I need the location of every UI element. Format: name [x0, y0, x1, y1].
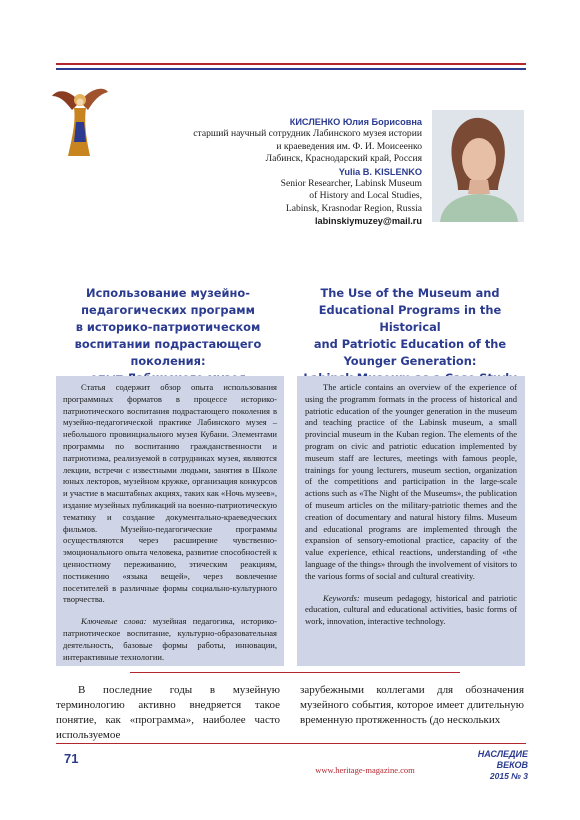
title-en-line: The Use of the Museum and [320, 286, 500, 300]
title-ru-line: поколения: [130, 354, 206, 368]
angel-emblem-icon [50, 82, 110, 162]
title-ru-line: в историко-патриотическом [75, 320, 261, 334]
keywords-ru-text: музейная педагогика, историко-патриотическое воспитание, культурно-образовательная деятельность, базовые формы работы, инновации, интерактивные технологии. [63, 616, 277, 662]
header-rule-red [56, 63, 526, 65]
title-en-line: and Patriotic Education of the [313, 337, 507, 351]
title-ru-line: Использование музейно- [86, 286, 250, 300]
author-position-en-2: of History and Local Studies, [309, 190, 422, 202]
magazine-name: НАСЛЕДИЕ ВЕКОВ [477, 749, 528, 770]
keywords-en [305, 593, 517, 628]
header-rule-blue [56, 68, 526, 70]
title-ru-line: педагогических программ [81, 303, 255, 317]
keywords-ru [63, 616, 277, 663]
author-location-en: Labinsk, Krasnodar Region, Russia [285, 202, 422, 214]
abstract-ru-text: Статья содержит обзор опыта использования программных форматов в процессе историко-патриотического воспитания подрастающего поколения в музейно-педагогической практике Лабинского музея – небольшого провинциального музея Кубани. Элементами программы по воспитанию гражданственности и патриотизма, реализуемой в сотрудниках музея, являются лекции, встречи с известными людьми, занятия в Школе юных лекторов, музейном кружке, организация конкурсов и участие в масштабных акциях, таких как «Ночь музеев», издание музейных публикаций на военно-патриотическую тематику и создание документально-краеведческих фильмов. Музейно-педагогические программы осуществляются через расширение чувственно-эмоционального опыта человека, развитие способностей к ценностному переживанию, этическим реакциям, постижению «языка вещей», через вовлечение посетителей в различные формы социально-культурного творчества. [63, 382, 277, 605]
title-en-line: Historical [379, 320, 441, 334]
author-position-ru-2: и краеведения им. Ф. И. Моисеенко [276, 140, 422, 152]
author-block [122, 116, 422, 228]
keywords-en-text: museum pedagogy, historical and patriotic education, cultural and educational activities, basic forms of work, innovation, interactive technology. [305, 592, 517, 627]
abstract-en-text: The article contains an overview of the experience of using the programm formats in the process of historical and patriotic education of the younger generation in the museum and teaching practice of the Labinsk museum, a small provincial museum in the Kuban region. The elements of the program on civic and patriotic education implemented by museum staff are lectures, meetings with famous people, trainings for young lecturers, museum section, organization of the competitions and participation in the large-scale actions such as «The Night of the Museums», the publication of museum articles on the military-patriotic themes and the creation of documentary and natural history films. Museum and educational programs are implemented through the expansion of sensory-emotional practice, capacity of the value experience, ethical reactions, understanding of «the language of the things» through the involvement of visitors to the various forms of social and cultural creativity. [305, 382, 517, 581]
author-email[interactable]: labinskiymuzey@mail.ru [315, 216, 422, 227]
title-en-line: Younger Generation: [343, 354, 477, 368]
author-name-ru: КИСЛЕНКО Юлия Борисовна [289, 117, 422, 127]
article-title-en [300, 285, 520, 387]
footer-rule [56, 743, 526, 744]
magazine-url[interactable]: www.heritage-magazine.com [315, 765, 415, 775]
body-text-left: В последние годы в музейную терминологию активно внедряется такое понятие, как «программа», наиболее часто используемое [56, 684, 280, 741]
author-position-en-1: Senior Researcher, Labinsk Museum [280, 178, 422, 190]
magazine-issue: 2015 № 3 [489, 771, 528, 781]
article-title-ru [58, 285, 278, 387]
page-number: 71 [64, 751, 79, 766]
magazine-logo [458, 749, 528, 782]
abstract-ru [56, 376, 284, 666]
title-ru-line: воспитании подрастающего [74, 337, 262, 351]
body-rule-red [130, 672, 460, 673]
title-en-line: Educational Programs in the [318, 303, 502, 317]
author-photo [432, 110, 524, 222]
abstract-en [297, 376, 525, 666]
keywords-en-label: Keywords: [323, 592, 360, 603]
author-location-ru: Лабинск, Краснодарский край, Россия [265, 153, 422, 165]
author-position-ru-1: старший научный сотрудник Лабинского музея истории [193, 128, 422, 140]
keywords-ru-label: Ключевые слова: [81, 616, 147, 627]
author-name-en: Yulia B. KISLENKO [338, 166, 422, 177]
body-text-right: зарубежными коллегами для обозначения музейного события, которое имеет длительную временную протяженность (до нескольких [300, 684, 524, 726]
